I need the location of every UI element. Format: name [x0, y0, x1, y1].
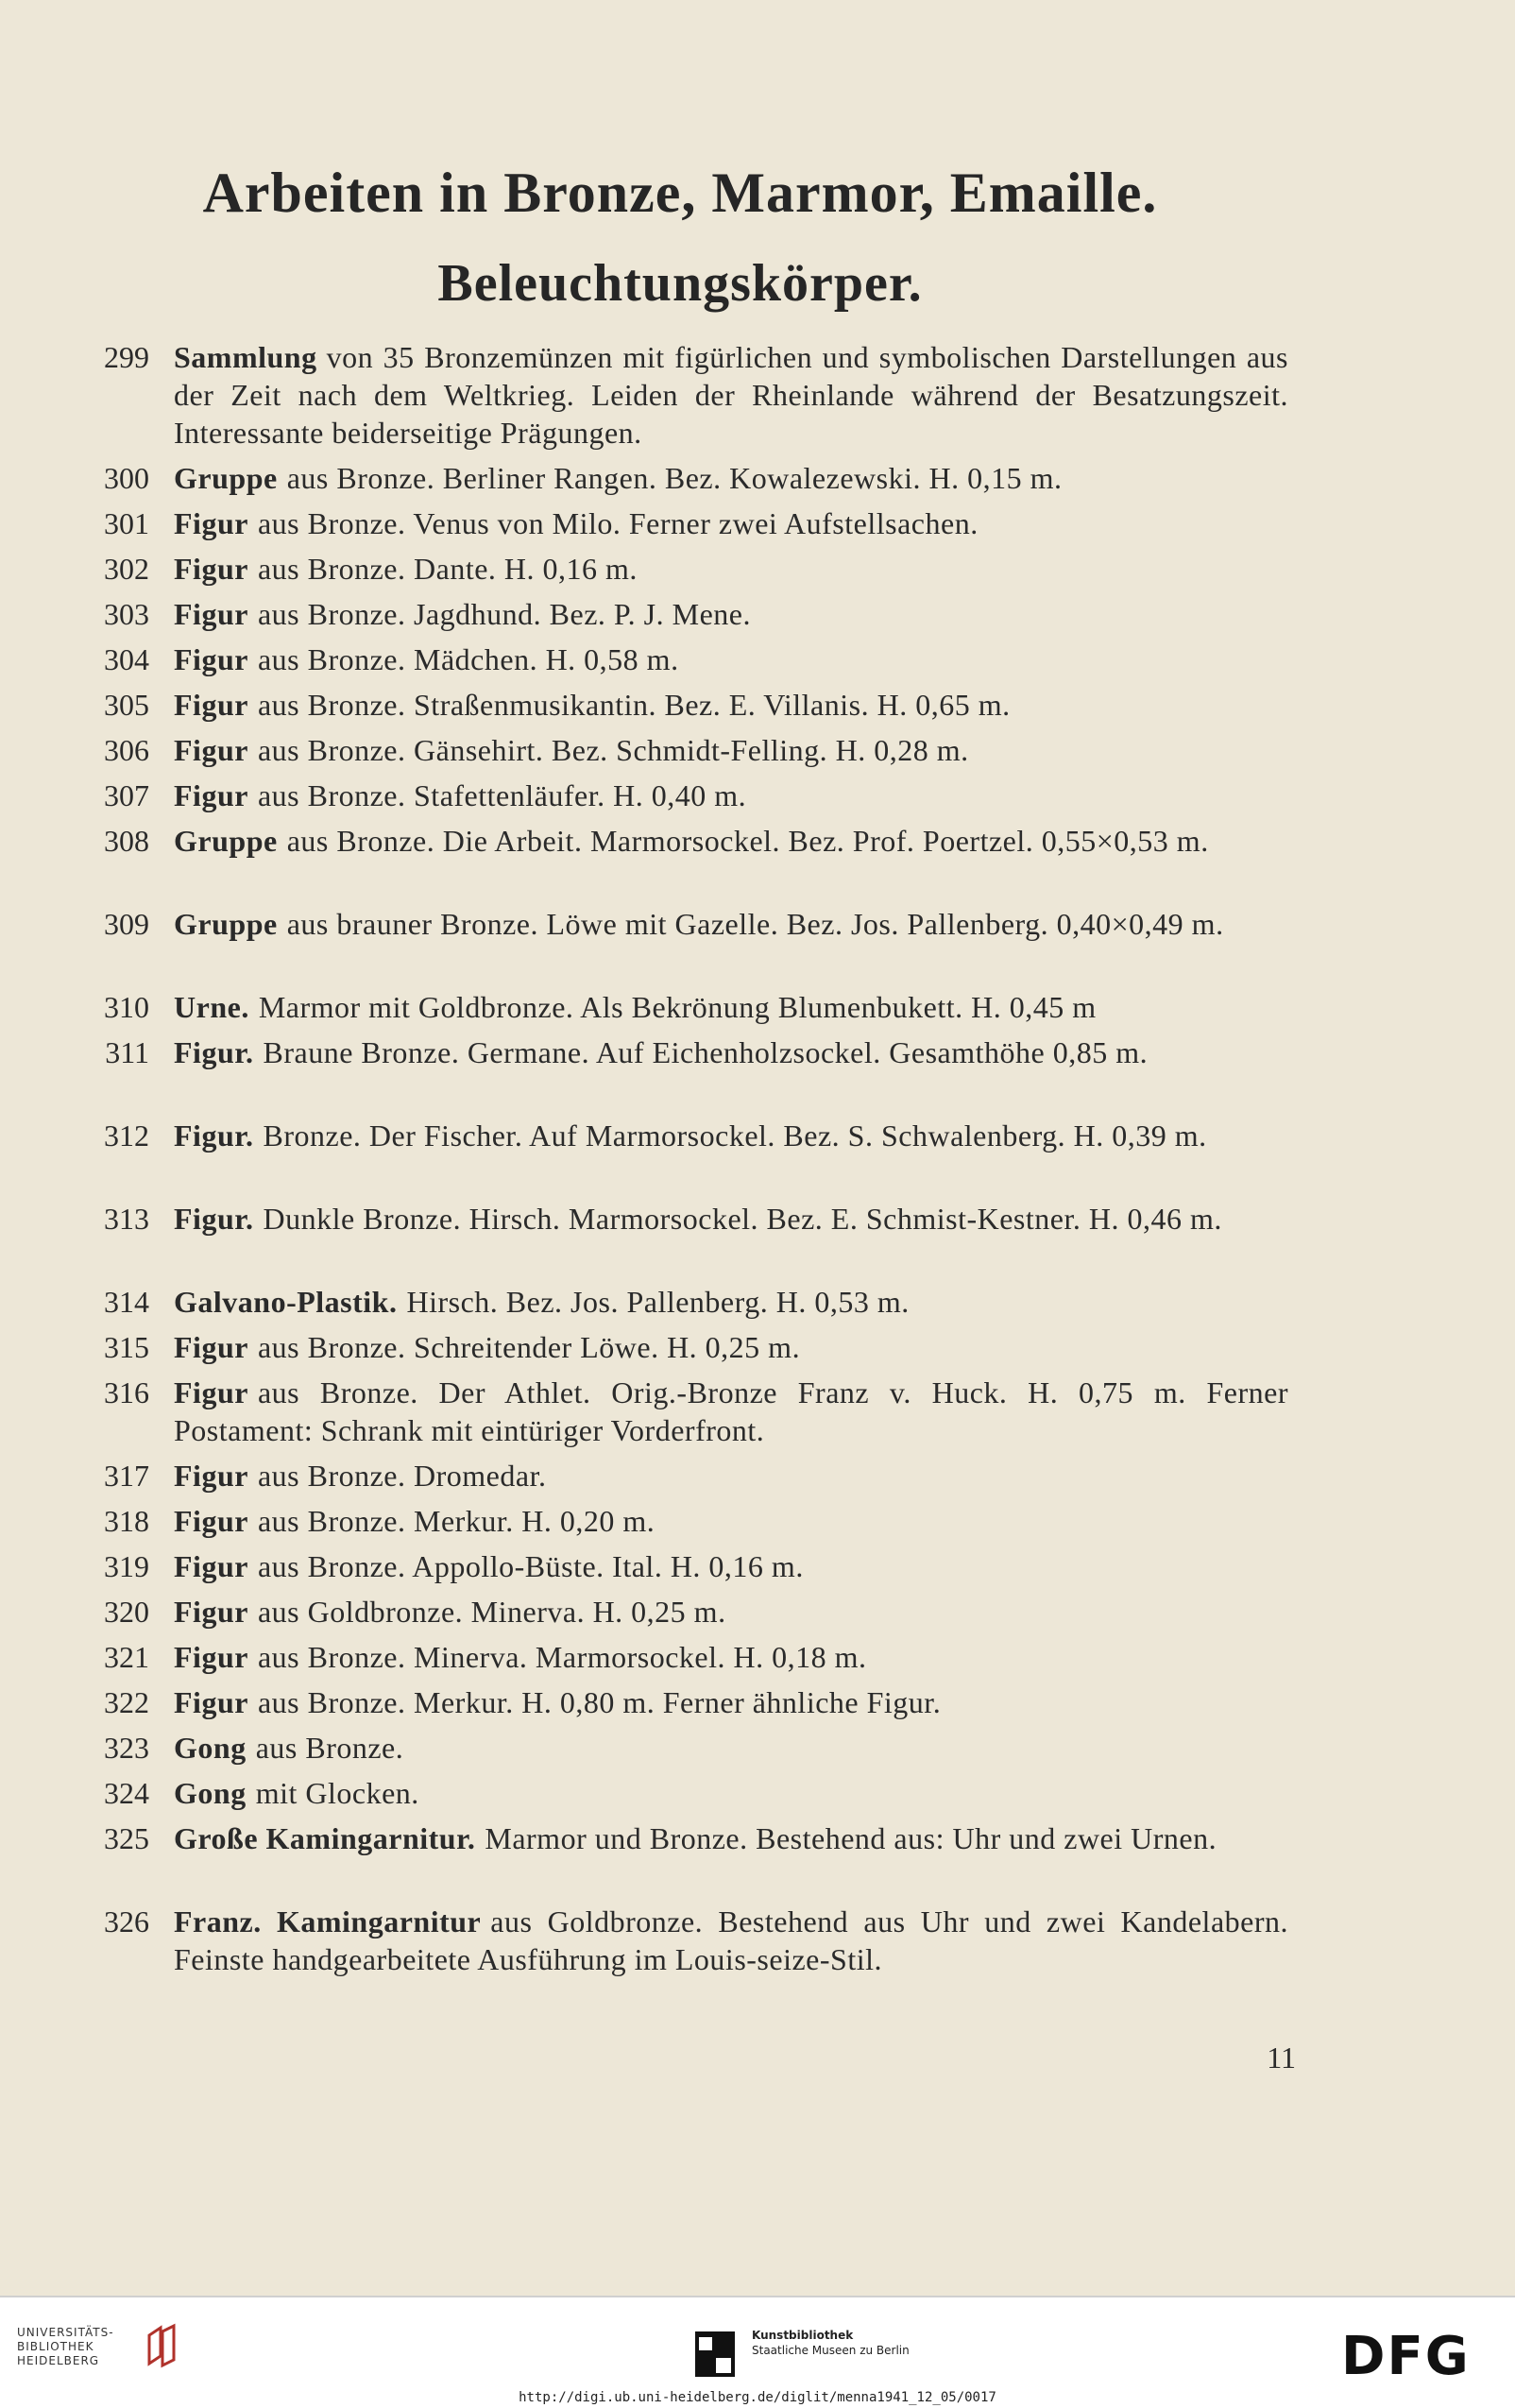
- entry-text: Hirsch. Bez. Jos. Pallenberg. H. 0,53 m.: [406, 1285, 910, 1319]
- entry-text: Marmor und Bronze. Bestehend aus: Uhr und zwei Urnen.: [485, 1821, 1217, 1855]
- entry-description: [174, 504, 1288, 542]
- entry-title: Figur: [174, 688, 248, 722]
- heidelberg-logo-icon: [142, 2322, 183, 2371]
- section-title: Arbeiten in Bronze, Marmor, Emaille.: [202, 162, 1158, 224]
- entry-description: [174, 686, 1288, 724]
- entry-number: 316: [104, 1375, 149, 1409]
- entry-text: aus brauner Bronze. Löwe mit Gazelle. Bez. Jos. Pallenberg. 0,40×0,49 m.: [286, 907, 1224, 941]
- entry-number: 299: [104, 340, 149, 374]
- entry-text: aus Bronze. Straßenmusikantin. Bez. E. Villanis. H. 0,65 m.: [257, 688, 1011, 722]
- kunstbibliothek-logo-icon: [693, 2330, 737, 2379]
- dfg-logo: DFG: [1341, 2326, 1471, 2387]
- entry-title: Figur: [174, 1504, 248, 1538]
- entry-description: [174, 1774, 1288, 1812]
- entry-text: aus Bronze. Stafettenläufer. H. 0,40 m.: [257, 778, 747, 812]
- entry-text: aus Bronze. Gänsehirt. Bez. Schmidt-Felling. H. 0,28 m.: [257, 733, 969, 767]
- entry-description: [174, 595, 1288, 633]
- entry-text: aus Bronze. Die Arbeit. Marmorsockel. Bez. Prof. Poertzel. 0,55×0,53 m.: [286, 824, 1209, 858]
- entry-description: [174, 1819, 1288, 1857]
- university-line: UNIVERSITÄTS-: [17, 2326, 114, 2339]
- entry-number: 314: [104, 1285, 149, 1319]
- entry-number: 317: [104, 1459, 149, 1493]
- entry-title: Urne.: [174, 990, 249, 1024]
- entry-number: 305: [104, 688, 149, 722]
- entry-number: 311: [105, 1035, 149, 1069]
- entry-title: Gong: [174, 1776, 247, 1810]
- entry-title: Figur: [174, 506, 248, 540]
- entry-title: Figur: [174, 733, 248, 767]
- entry-text: aus Bronze. Appollo-Büste. Ital. H. 0,16 m.: [257, 1549, 804, 1583]
- entry-title: Figur: [174, 1685, 248, 1719]
- entry-description: [174, 1729, 1288, 1767]
- entry-text: aus Goldbronze. Bestehend aus Uhr und zwei Kandelabern. Feinste handgearbeitete Ausführung im Louis-seize-Stil.: [174, 1904, 1289, 1976]
- entry-text: aus Bronze. Jagdhund. Bez. P. J. Mene.: [257, 597, 751, 631]
- entry-description: [174, 1117, 1288, 1154]
- entry-number: 306: [104, 733, 149, 767]
- page-number: 11: [1267, 2041, 1296, 2075]
- entry-text: aus Bronze. Venus von Milo. Ferner zwei Aufstellsachen.: [257, 506, 979, 540]
- entry-text: aus Bronze. Der Athlet. Orig.-Bronze Franz v. Huck. H. 0,75 m. Ferner Postament: Schrank mit eintüriger Vorderfront.: [174, 1375, 1288, 1447]
- entry-title: Figur.: [174, 1202, 254, 1236]
- entry-text: aus Bronze. Berliner Rangen. Bez. Kowalezewski. H. 0,15 m.: [286, 461, 1063, 495]
- entry-number: 300: [104, 461, 149, 495]
- entry-title: Figur.: [174, 1119, 254, 1153]
- entry-number: 313: [104, 1202, 149, 1236]
- entry-text: aus Bronze. Mädchen. H. 0,58 m.: [257, 642, 679, 676]
- entry-description: [174, 1593, 1288, 1631]
- entry-text: Bronze. Der Fischer. Auf Marmorsockel. Bez. S. Schwalenberg. H. 0,39 m.: [263, 1119, 1207, 1153]
- entry-number: 315: [104, 1330, 149, 1364]
- entry-text: aus Bronze.: [255, 1731, 404, 1765]
- entry-title: Gruppe: [174, 824, 278, 858]
- entry-number: 302: [104, 552, 149, 586]
- entry-description: [174, 822, 1288, 860]
- entry-description: [174, 1683, 1288, 1721]
- entry-description: [174, 338, 1288, 452]
- entry-title: Figur: [174, 1375, 248, 1409]
- university-line: BIBLIOTHEK: [17, 2340, 94, 2353]
- entry-description: [174, 640, 1288, 678]
- entry-description: [174, 1283, 1288, 1321]
- entry-title: Figur: [174, 1595, 248, 1629]
- entry-title: Figur: [174, 1640, 248, 1674]
- entry-description: [174, 988, 1288, 1026]
- entry-title: Galvano-Plastik.: [174, 1285, 398, 1319]
- kb-title: Kunstbibliothek: [752, 2329, 854, 2342]
- entry-description: [174, 1547, 1288, 1585]
- entry-description: [174, 777, 1288, 814]
- entry-text: aus Bronze. Schreitender Löwe. H. 0,25 m.: [257, 1330, 801, 1364]
- entry-title: Figur: [174, 1459, 248, 1493]
- entry-text: Braune Bronze. Germane. Auf Eichenholzsockel. Gesamthöhe 0,85 m.: [263, 1035, 1149, 1069]
- entry-number: 321: [104, 1640, 149, 1674]
- entry-text: aus Goldbronze. Minerva. H. 0,25 m.: [257, 1595, 726, 1629]
- entry-number: 308: [104, 824, 149, 858]
- entry-description: [174, 1903, 1288, 1978]
- entry-number: 322: [104, 1685, 149, 1719]
- entry-number: 303: [104, 597, 149, 631]
- entry-text: von 35 Bronzemünzen mit figürlichen und symbolischen Darstellungen aus der Zeit nach dem Weltkrieg. Leiden der Rheinlande während der Besatzungszeit. Interessante beiderseitige Prägungen.: [174, 340, 1288, 450]
- entry-description: [174, 1033, 1288, 1071]
- source-url[interactable]: http://digi.ub.uni-heidelberg.de/diglit/menna1941_12_05/0017: [519, 2390, 996, 2405]
- entry-number: 326: [104, 1904, 149, 1938]
- entry-title: Gruppe: [174, 907, 278, 941]
- entry-number: 324: [104, 1776, 149, 1810]
- entry-number: 319: [104, 1549, 149, 1583]
- entry-number: 323: [104, 1731, 149, 1765]
- entry-number: 320: [104, 1595, 149, 1629]
- university-line: HEIDELBERG: [17, 2354, 100, 2367]
- university-library-label: [17, 2326, 149, 2368]
- entry-description: [174, 550, 1288, 588]
- entry-title: Große Kamingarnitur.: [174, 1821, 476, 1855]
- entry-number: 307: [104, 778, 149, 812]
- entry-title: Figur: [174, 597, 248, 631]
- entry-number: 312: [104, 1119, 149, 1153]
- entry-text: mit Glocken.: [255, 1776, 419, 1810]
- entry-text: aus Bronze. Dromedar.: [257, 1459, 547, 1493]
- entry-number: 310: [104, 990, 149, 1024]
- entry-number: 301: [104, 506, 149, 540]
- entry-number: 325: [104, 1821, 149, 1855]
- entry-description: [174, 731, 1288, 769]
- entry-text: Marmor mit Goldbronze. Als Bekrönung Blumenbukett. H. 0,45 m: [258, 990, 1097, 1024]
- entry-description: [174, 1200, 1288, 1238]
- entry-title: Figur: [174, 642, 248, 676]
- section-subtitle: Beleuchtungskörper.: [437, 254, 923, 313]
- entry-description: [174, 905, 1288, 943]
- kunstbibliothek-label: [752, 2328, 910, 2358]
- kb-subtitle: Staatliche Museen zu Berlin: [752, 2344, 910, 2357]
- entry-title: Figur: [174, 1330, 248, 1364]
- entry-number: 304: [104, 642, 149, 676]
- entry-title: Gruppe: [174, 461, 278, 495]
- entry-title: Figur: [174, 1549, 248, 1583]
- entry-text: aus Bronze. Merkur. H. 0,80 m. Ferner ähnliche Figur.: [257, 1685, 942, 1719]
- entry-text: aus Bronze. Minerva. Marmorsockel. H. 0,18 m.: [257, 1640, 867, 1674]
- entry-description: [174, 459, 1288, 497]
- entry-title: Gong: [174, 1731, 247, 1765]
- entry-description: [174, 1638, 1288, 1676]
- entry-number: 318: [104, 1504, 149, 1538]
- digitization-footer: [0, 2296, 1515, 2408]
- entry-title: Franz. Kamingarnitur: [174, 1904, 482, 1938]
- entry-text: Dunkle Bronze. Hirsch. Marmorsockel. Bez. E. Schmist-Kestner. H. 0,46 m.: [263, 1202, 1222, 1236]
- entry-description: [174, 1457, 1288, 1494]
- entry-description: [174, 1328, 1288, 1366]
- entry-text: aus Bronze. Merkur. H. 0,20 m.: [257, 1504, 655, 1538]
- entry-number: 309: [104, 907, 149, 941]
- footer-divider: [0, 2296, 1515, 2297]
- entry-title: Sammlung: [174, 340, 317, 374]
- entry-text: aus Bronze. Dante. H. 0,16 m.: [257, 552, 638, 586]
- entry-description: [174, 1374, 1288, 1449]
- entry-description: [174, 1502, 1288, 1540]
- entry-title: Figur: [174, 552, 248, 586]
- entry-title: Figur.: [174, 1035, 254, 1069]
- entry-title: Figur: [174, 778, 248, 812]
